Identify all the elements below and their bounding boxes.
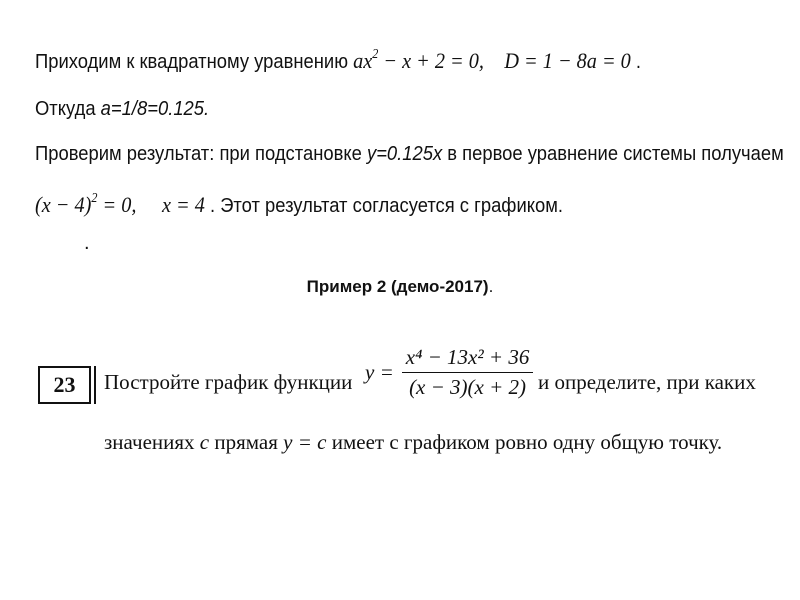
task-text: значениях bbox=[104, 430, 200, 454]
task-text: прямая bbox=[209, 430, 284, 454]
equation-quadratic: $ax^2 - x + 2 = 0$, bbox=[353, 46, 484, 73]
solution-text-end: . bbox=[635, 51, 642, 73]
function-formula bbox=[365, 345, 533, 400]
solution-line-3 bbox=[35, 143, 784, 166]
function-lhs: y = bbox=[365, 360, 394, 384]
solution-text: . Этот результат согласуется с графиком. bbox=[204, 195, 563, 217]
line-equation: y = c bbox=[283, 430, 327, 454]
equation-discriminant: D = 1 − 8a = 0 bbox=[504, 48, 631, 73]
solution-text: Проверим результат: при подстановке bbox=[35, 143, 367, 165]
solution-text: Приходим к квадратному уравнению bbox=[35, 51, 354, 73]
solution-value: a=1/8=0.125. bbox=[100, 98, 210, 120]
solution-line-2 bbox=[35, 98, 209, 121]
example-heading bbox=[0, 277, 800, 297]
equation-root: x = 4 bbox=[161, 192, 205, 217]
stray-dot: . bbox=[84, 232, 90, 254]
heading-tail: . bbox=[488, 277, 494, 296]
task-text-after: и определите, при каких bbox=[538, 370, 756, 394]
solution-text: в первое уравнение системы получаем bbox=[442, 143, 784, 165]
solution-text: Откуда bbox=[35, 98, 101, 120]
fraction bbox=[402, 345, 534, 400]
task-text: имеет с графиком ровно одну общую точку. bbox=[326, 430, 723, 454]
variable-c: c bbox=[199, 430, 210, 454]
fraction-numerator: x⁴ − 13x² + 36 bbox=[402, 345, 534, 373]
task-number-box: 23 bbox=[38, 366, 91, 404]
task-text-before: Постройте график функции bbox=[104, 370, 353, 394]
solution-line-4 bbox=[35, 192, 563, 218]
task-divider bbox=[94, 366, 96, 404]
task-line-2 bbox=[104, 430, 722, 455]
solution-line-1 bbox=[35, 48, 641, 74]
heading-text: Пример 2 (демо-2017) bbox=[306, 277, 489, 296]
substitution-expression: y=0.125x bbox=[366, 143, 443, 165]
fraction-denominator: (x − 3)(x + 2) bbox=[409, 375, 527, 399]
equation-square: $(x - 4)^2 = 0$, bbox=[35, 190, 137, 217]
